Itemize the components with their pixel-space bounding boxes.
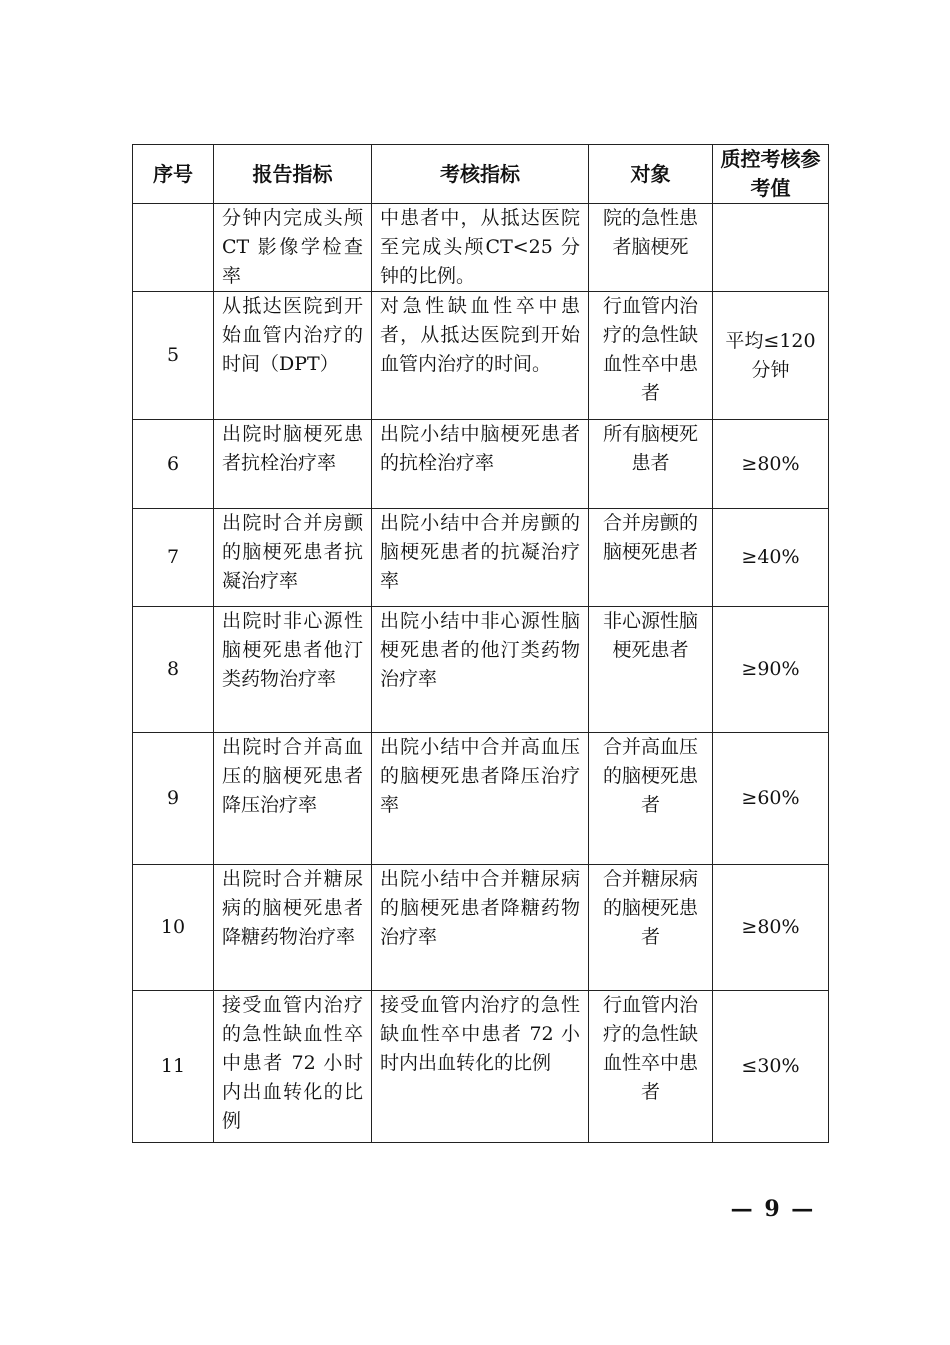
header-assessment-indicator: 考核指标 bbox=[372, 145, 589, 204]
row-report: 出院时合并高血压的脑梗死患者降压治疗率 bbox=[214, 733, 372, 865]
row-report: 分钟内完成头颅 CT 影像学检查率 bbox=[214, 204, 372, 292]
row-value: ≥60% bbox=[713, 733, 829, 865]
row-value: ≥90% bbox=[713, 607, 829, 733]
table-row bbox=[133, 733, 829, 865]
row-no: 11 bbox=[133, 991, 214, 1143]
row-value: ≥80% bbox=[713, 420, 829, 509]
row-assess: 出院小结中脑梗死患者的抗栓治疗率 bbox=[372, 420, 589, 509]
row-no bbox=[133, 204, 214, 292]
row-target: 行血管内治疗的急性缺血性卒中患者 bbox=[589, 991, 713, 1143]
row-assess: 中患者中，从抵达医院至完成头颅CT<25 分钟的比例。 bbox=[372, 204, 589, 292]
row-report: 出院时合并房颤的脑梗死患者抗凝治疗率 bbox=[214, 509, 372, 607]
table-row bbox=[133, 420, 829, 509]
row-target: 非心源性脑梗死患者 bbox=[589, 607, 713, 733]
row-target: 合并高血压的脑梗死患者 bbox=[589, 733, 713, 865]
row-assess: 出院小结中非心源性脑梗死患者的他汀类药物治疗率 bbox=[372, 607, 589, 733]
table-row bbox=[133, 204, 829, 292]
row-report: 出院时非心源性脑梗死患者他汀类药物治疗率 bbox=[214, 607, 372, 733]
table-header-row bbox=[133, 145, 829, 204]
indicator-table bbox=[132, 144, 829, 1143]
row-assess: 接受血管内治疗的急性缺血性卒中患者 72 小时内出血转化的比例 bbox=[372, 991, 589, 1143]
row-assess: 对急性缺血性卒中患者，从抵达医院到开始血管内治疗的时间。 bbox=[372, 292, 589, 420]
row-target: 合并房颤的脑梗死患者 bbox=[589, 509, 713, 607]
header-reference-value: 质控考核参考值 bbox=[713, 145, 829, 204]
row-target: 所有脑梗死患者 bbox=[589, 420, 713, 509]
row-target: 合并糖尿病的脑梗死患者 bbox=[589, 865, 713, 991]
header-report-indicator: 报告指标 bbox=[214, 145, 372, 204]
row-no: 5 bbox=[133, 292, 214, 420]
row-report: 接受血管内治疗的急性缺血性卒中患者 72 小时内出血转化的比例 bbox=[214, 991, 372, 1143]
row-value: ≥40% bbox=[713, 509, 829, 607]
table-row bbox=[133, 607, 829, 733]
row-assess: 出院小结中合并糖尿病的脑梗死患者降糖药物治疗率 bbox=[372, 865, 589, 991]
row-no: 10 bbox=[133, 865, 214, 991]
header-no: 序号 bbox=[133, 145, 214, 204]
table-row bbox=[133, 991, 829, 1143]
row-no: 9 bbox=[133, 733, 214, 865]
row-target: 院的急性患者脑梗死 bbox=[589, 204, 713, 292]
row-value: ≥80% bbox=[713, 865, 829, 991]
row-value: ≤30% bbox=[713, 991, 829, 1143]
row-assess: 出院小结中合并房颤的脑梗死患者的抗凝治疗率 bbox=[372, 509, 589, 607]
table-row bbox=[133, 509, 829, 607]
row-value: 平均≤120 分钟 bbox=[713, 292, 829, 420]
row-no: 7 bbox=[133, 509, 214, 607]
row-no: 6 bbox=[133, 420, 214, 509]
row-target: 行血管内治疗的急性缺血性卒中患者 bbox=[589, 292, 713, 420]
row-report: 从抵达医院到开始血管内治疗的时间（DPT） bbox=[214, 292, 372, 420]
row-report: 出院时合并糖尿病的脑梗死患者降糖药物治疗率 bbox=[214, 865, 372, 991]
row-assess: 出院小结中合并高血压的脑梗死患者降压治疗率 bbox=[372, 733, 589, 865]
row-report: 出院时脑梗死患者抗栓治疗率 bbox=[214, 420, 372, 509]
row-value bbox=[713, 204, 829, 292]
row-no: 8 bbox=[133, 607, 214, 733]
table-row bbox=[133, 292, 829, 420]
table-row bbox=[133, 865, 829, 991]
header-target: 对象 bbox=[589, 145, 713, 204]
page-number: — 9 — bbox=[730, 1196, 816, 1222]
